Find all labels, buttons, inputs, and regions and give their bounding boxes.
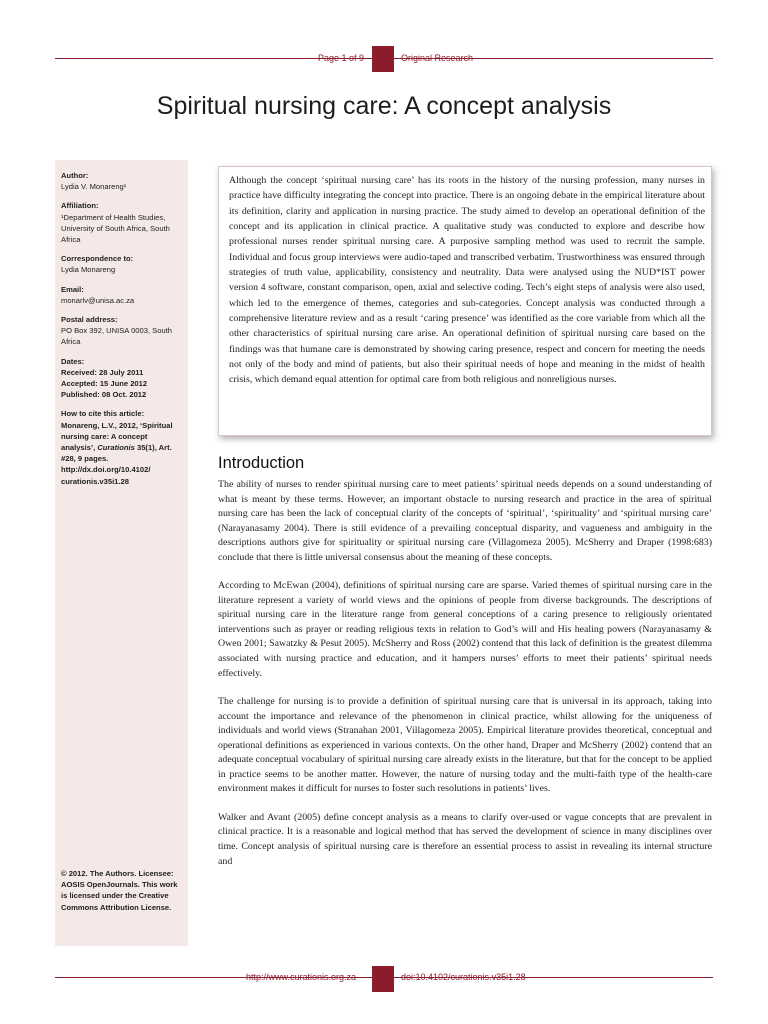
citation-label: How to cite this article: (61, 409, 145, 419)
body-paragraph: Walker and Avant (2005) define concept analysis as a means to clarify over-used or vague concepts that are prevalent in clinical practice. It is a reasonable and logical method that has served the development of science in many disciplines over time. Concept analysis of spiritual nursing care is therefore an essential process to assist in revealing its internal structure and (218, 811, 712, 867)
article-title: Spiritual nursing care: A concept analysis (156, 92, 612, 120)
author-section (61, 170, 183, 192)
article-body (218, 454, 712, 883)
email-link[interactable]: monarlv@unisa.ac.za (61, 295, 135, 305)
citation-section (61, 408, 183, 486)
citation-journal: Curationis (97, 443, 135, 453)
abstract-text: Although the concept ‘spiritual nursing care’ has its roots in the history of the nursing profession, many nurses in practice have difficulty integrating the concept into practice. There is an ongoing debate in the empirical literature about its definition, clarity and application in nursing practice. The study aimed to develop an operational definition of the concept and its application in clinical practice. A qualitative study was conducted to explore and describe how professional nurses render spiritual nursing care. A purposive sampling method was used to recruit the sample. Individual and focus group interviews were audio-taped and transcribed verbatim. Trustworthiness was ensured through strategies of truth value, applicability, consistency and neutrality. Data were analysed using the NUD*IST power version 4 software, constant comparison, open, axial and selective coding. Tech’s eight steps of analysis were also used, which led to the emergence of themes, categories and sub-categories. Concept analysis was conducted through a comprehensive literature review and as a result ‘caring presence’ was identified as the core variable from which all the other characteristics of spiritual nursing care arise. An operational definition of spiritual nursing care based on the findings was that humane care is demonstrated by showing caring presence, respect and concern for meeting the needs not only of the body and mind of patients, but also their spiritual needs of hope and meaning in the midst of health crisis, which demand equal attention for optimal care from both religious and nonreligious nurses. (229, 175, 705, 386)
doi-link[interactable]: doi:10.4102/curationis.v35i1.28 (401, 972, 526, 982)
body-paragraph: The challenge for nursing is to provide a definition of spiritual nursing care that is universal in its approach, taking into account the importance and relevance of the phenomenon in clinical practice, whilst allowing for the uniqueness of individuals and world views (Stranahan 2001, Villagomeza 2005). Empirical literature provides theoretical, conceptual and operational definitions as experienced in various contexts. On the other hand, Draper and McSherry (2002) contend that an adequate conceptual vocabulary of spiritual nursing care already exists in the literature, but that for the concept to be applied in practice seems to be another matter. However, the nature of nursing today and the multi-faith type of the health-care environment makes it difficult for nurses to foster such resolutions in patients’ lives. (218, 696, 712, 795)
article-info-sidebar (55, 160, 188, 946)
journal-url-link[interactable]: http://www.curationis.org.za (246, 972, 357, 982)
correspondence-name: Lydia Monareng (61, 265, 116, 275)
affiliation-section (61, 200, 183, 245)
affiliation-label: Affiliation: (61, 201, 99, 211)
page-header (0, 0, 768, 80)
body-paragraph: The ability of nurses to render spiritual nursing care to meet patients’ spiritual needs depends on a sound understanding of what is meant by these terms. However, an important obstacle to nursing research and practice in the area of spiritual nursing care has been the lack of conceptual clarity of the concepts of ‘spiritual’, ‘spirituality’ and ‘spiritual nursing care’ (Narayanasamy 2004). There is still evidence of a prevailing conceptual disparity, and vagueness and ambiguity in the descriptions authors give for spirituality or spiritual nursing care (Villagomeza 2005). McSherry and Draper (1998:683) conclude that there is little universal consensus about the meaning of these concepts. (218, 479, 712, 563)
postal-label: Postal address: (61, 315, 118, 325)
introduction-heading: Introduction (218, 454, 305, 472)
author-label: Author: (61, 171, 89, 180)
license-notice: © 2012. The Authors. Licensee: AOSIS OpenJournals. This work is licensed under the Creative Commons Attribution License. (61, 869, 178, 912)
page-number: Page 1 of 9 (318, 53, 365, 63)
received-date: Received: 28 July 2011 (61, 367, 144, 377)
affiliation-text: ¹Department of Health Studies, University of South Africa, South Africa (61, 212, 170, 245)
correspondence-section (61, 253, 183, 275)
header-accent-block (372, 46, 394, 72)
postal-section (61, 314, 183, 348)
dates-label: Dates: (61, 356, 85, 366)
accepted-date: Accepted: 15 June 2012 (61, 379, 148, 389)
dates-section (61, 356, 183, 401)
author-name: Lydia V. Monareng¹ (61, 182, 127, 192)
citation-part1: Monareng, L.V., 2012, ‘Spiritual nursing care: A concept analysis’, (61, 420, 173, 453)
email-section (61, 284, 183, 306)
postal-address: PO Box 392, UNISA 0003, South Africa (61, 326, 173, 347)
footer-accent-block (372, 966, 394, 992)
citation-part2[interactable]: 35(1), Art. #28, 9 pages. http://dx.doi.org/10.4102/ curationis.v35i1.28 (61, 443, 172, 486)
correspondence-label: Correspondence to: (61, 254, 134, 264)
abstract-box (218, 166, 712, 436)
published-date: Published: 08 Oct. 2012 (61, 390, 147, 400)
email-label: Email: (61, 284, 84, 294)
article-type: Original Research (401, 53, 474, 63)
body-paragraph: According to McEwan (2004), definitions of spiritual nursing care are sparse. Varied themes of spiritual nursing care in the literature represent a variety of world views and the opinions of people from diverse backgrounds. The descriptions of spiritual nursing care in the literature range from general conceptions of a caring presence to religiously orientated interventions such as prayer or reading religious texts in relation to God’s will and His healing powers (Narayanasamy & Owen 2001; Sawatzky & Pesut 2005). McSherry and Ross (2002) contend that this lack of definition is the greatest dilemma associated with nursing practice and education, and it hampers nurses’ efforts to meet their patients’ spiritual needs effectively. (218, 580, 712, 679)
citation-text (61, 420, 183, 487)
